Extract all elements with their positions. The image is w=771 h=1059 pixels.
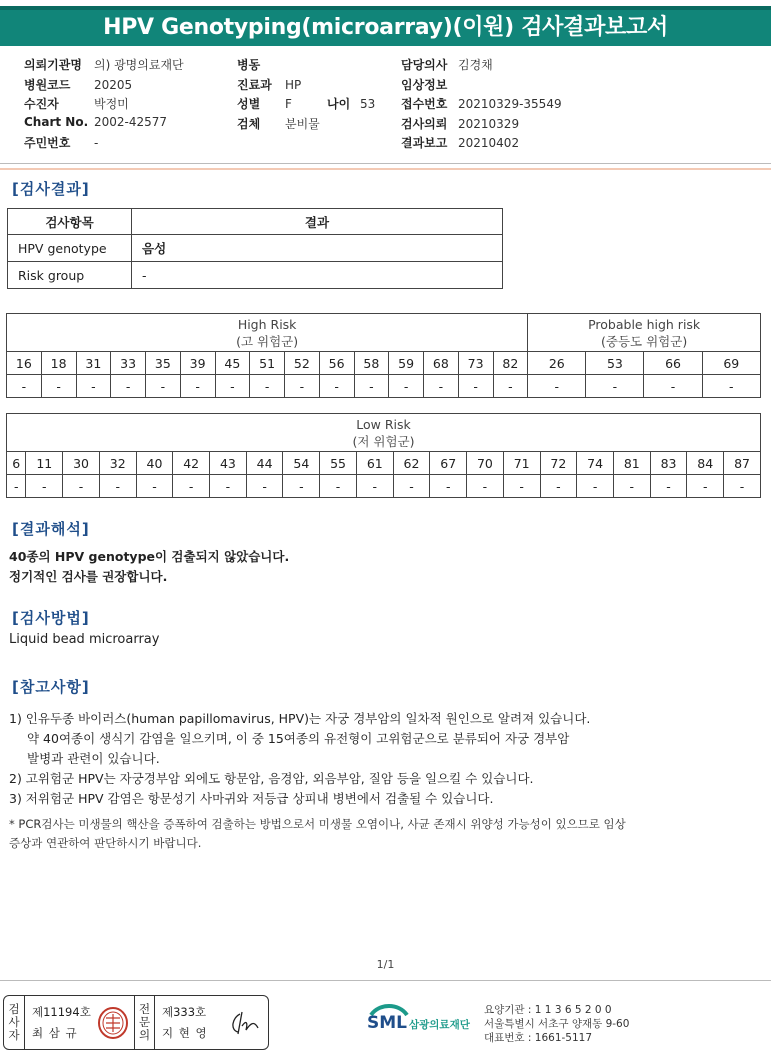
genotype-value: - bbox=[320, 475, 357, 498]
genotype-cell: 81 bbox=[613, 452, 650, 475]
genotype-cell: 72 bbox=[540, 452, 577, 475]
genotype-cell: 83 bbox=[650, 452, 687, 475]
row-item: HPV genotype bbox=[8, 235, 132, 262]
genotype-value: - bbox=[136, 475, 173, 498]
signature-box bbox=[3, 995, 269, 1050]
result-table-header bbox=[8, 209, 503, 235]
footnote: * PCR검사는 미생물의 핵산을 증폭하여 검출하는 방법으로서 미생물 오염이나, 사균 존재시 위양성 가능성이 있으므로 임상 증상과 연관하여 판단하시기 바랍니다. bbox=[9, 817, 626, 850]
genotype-value: - bbox=[26, 475, 63, 498]
genotype-value: - bbox=[393, 475, 430, 498]
genotype-value: - bbox=[356, 475, 393, 498]
genotype-value: - bbox=[111, 375, 146, 398]
info-report-date: 결과보고 20210402 bbox=[401, 136, 520, 150]
genotype-cell: 26 bbox=[528, 352, 586, 375]
genotype-value: - bbox=[319, 375, 354, 398]
interpretation-text: 40종의 HPV genotype이 검출되지 않았습니다. 정기적인 검사를 권장합니다. bbox=[9, 549, 290, 584]
tester-license: 제11194호 bbox=[32, 1005, 91, 1019]
genotype-cell: 35 bbox=[146, 352, 181, 375]
genotype-value: - bbox=[210, 475, 247, 498]
genotype-value: - bbox=[76, 375, 111, 398]
genotype-value: - bbox=[246, 475, 283, 498]
genotype-value: - bbox=[41, 375, 76, 398]
genotype-value: - bbox=[389, 375, 424, 398]
genotype-cell: 55 bbox=[320, 452, 357, 475]
org-phone: 대표번호 : 1661-5117 bbox=[484, 1032, 593, 1044]
genotype-value: - bbox=[7, 375, 42, 398]
low-risk-table bbox=[6, 413, 761, 498]
genotype-value: - bbox=[7, 475, 26, 498]
section-result: [검사결과] bbox=[12, 180, 90, 198]
genotype-cell: 6 bbox=[7, 452, 26, 475]
info-chart-no: Chart No. 2002-42577 bbox=[24, 115, 168, 129]
info-hospital-code: 병원코드 20205 bbox=[24, 78, 133, 92]
genotype-cell: 44 bbox=[246, 452, 283, 475]
genotype-value: - bbox=[528, 375, 586, 398]
genotype-value: - bbox=[215, 375, 250, 398]
page-number: 1/1 bbox=[376, 958, 395, 971]
section-notes: [참고사항] bbox=[12, 678, 90, 696]
seal-stamp-icon bbox=[97, 1006, 129, 1040]
genotype-value: - bbox=[577, 475, 614, 498]
genotype-cell: 82 bbox=[493, 352, 528, 375]
row-result: 음성 bbox=[132, 235, 503, 262]
genotype-value: - bbox=[63, 475, 100, 498]
genotype-cell: 73 bbox=[458, 352, 493, 375]
genotype-cell: 30 bbox=[63, 452, 100, 475]
genotype-cell: 11 bbox=[26, 452, 63, 475]
genotype-value: - bbox=[250, 375, 285, 398]
genotype-value: - bbox=[173, 475, 210, 498]
genotype-cell: 42 bbox=[173, 452, 210, 475]
genotype-cell: 71 bbox=[503, 452, 540, 475]
genotype-cell: 43 bbox=[210, 452, 247, 475]
col-item-header: 검사항목 bbox=[8, 209, 132, 235]
genotype-cell: 33 bbox=[111, 352, 146, 375]
org-code: 요양기관 : 1 1 3 6 5 2 0 0 bbox=[484, 1004, 612, 1016]
genotype-value: - bbox=[354, 375, 389, 398]
table-row bbox=[8, 235, 503, 262]
genotype-cell: 61 bbox=[356, 452, 393, 475]
genotype-cell: 56 bbox=[319, 352, 354, 375]
genotype-cell: 18 bbox=[41, 352, 76, 375]
table-row bbox=[8, 262, 503, 289]
org-address: 서울특별시 서초구 양재동 9-60 bbox=[484, 1018, 630, 1030]
genotype-value: - bbox=[503, 475, 540, 498]
genotype-cell: 66 bbox=[644, 352, 702, 375]
high-risk-header: High Risk (고 위험군) bbox=[7, 314, 528, 352]
genotype-value: - bbox=[702, 375, 760, 398]
genotype-cell: 54 bbox=[283, 452, 320, 475]
logo-text: SML bbox=[367, 1013, 407, 1033]
genotype-cell: 52 bbox=[285, 352, 320, 375]
genotype-value: - bbox=[283, 475, 320, 498]
report-title: HPV Genotyping(microarray)(이원) 검사결과보고서 bbox=[0, 6, 771, 46]
genotype-cell: 16 bbox=[7, 352, 42, 375]
genotype-cell: 59 bbox=[389, 352, 424, 375]
section-method: [검사방법] bbox=[12, 609, 90, 627]
genotype-value: - bbox=[540, 475, 577, 498]
genotype-value: - bbox=[724, 475, 761, 498]
genotype-value: - bbox=[285, 375, 320, 398]
accent-divider bbox=[0, 168, 771, 170]
genotype-cell: 51 bbox=[250, 352, 285, 375]
genotype-cell: 31 bbox=[76, 352, 111, 375]
genotype-cell: 39 bbox=[180, 352, 215, 375]
org-logo bbox=[367, 1003, 477, 1043]
section-interpretation: [결과해석] bbox=[12, 520, 90, 538]
genotype-value: - bbox=[613, 475, 650, 498]
method-text: Liquid bead microarray bbox=[9, 632, 160, 647]
info-clinical: 임상정보 bbox=[401, 78, 448, 92]
row-result: - bbox=[132, 262, 503, 289]
genotype-cell: 40 bbox=[136, 452, 173, 475]
signature-icon bbox=[226, 1008, 262, 1038]
genotype-cell: 53 bbox=[586, 352, 644, 375]
genotype-value: - bbox=[650, 475, 687, 498]
genotype-value: - bbox=[458, 375, 493, 398]
genotype-cell: 62 bbox=[393, 452, 430, 475]
genotype-value: - bbox=[644, 375, 702, 398]
patient-info bbox=[0, 52, 771, 162]
genotype-cell: 32 bbox=[99, 452, 136, 475]
genotype-cell: 58 bbox=[354, 352, 389, 375]
genotype-value: - bbox=[687, 475, 724, 498]
genotype-cell: 70 bbox=[467, 452, 504, 475]
tester-label: 검 사 자 bbox=[4, 996, 25, 1049]
info-requester: 의뢰기관명 의) 광명의료재단 bbox=[24, 58, 184, 72]
info-specimen: 검체 분비물 bbox=[237, 117, 320, 131]
genotype-cell: 69 bbox=[702, 352, 760, 375]
info-age: 나이 53 bbox=[327, 97, 376, 111]
notes-list: 1) 인유두종 바이러스(human papillomavirus, HPV)는 자궁 경부암의 일차적 원인으로 알려져 있습니다. 약 40여종이 생식기 감염을 일으키며, 이 중 15여종의 유전형이 고위험군으로 분류되어 자궁 경부암 발병과 관련이 있습니다. 2) 고위험군 HPV는 자궁경부암 외에도 항문암, 음경암, 외음부암, 질암 등을 일으킬 수 있습니다. 3) 저위험군 HPV 감염은 항문성기 사마귀와 저등급 상피내 병변에서 검출될 수 있습니다. bbox=[9, 711, 591, 806]
info-sex: 성별 F bbox=[237, 97, 292, 111]
genotype-value: - bbox=[467, 475, 504, 498]
divider bbox=[0, 163, 771, 164]
footer-divider bbox=[0, 980, 771, 981]
high-risk-table bbox=[6, 313, 761, 398]
genotype-cell: 74 bbox=[577, 452, 614, 475]
info-request-date: 검사의뢰 20210329 bbox=[401, 117, 520, 131]
genotype-value: - bbox=[99, 475, 136, 498]
genotype-value: - bbox=[424, 375, 459, 398]
col-result-header: 결과 bbox=[132, 209, 503, 235]
low-risk-header: Low Risk (저 위험군) bbox=[7, 414, 761, 452]
genotype-value: - bbox=[493, 375, 528, 398]
org-info bbox=[484, 1003, 629, 1045]
row-item: Risk group bbox=[8, 262, 132, 289]
confirm-license: 제333호 bbox=[162, 1005, 207, 1019]
genotype-cell: 67 bbox=[430, 452, 467, 475]
confirm-name: 지 현 영 bbox=[162, 1026, 208, 1040]
org-name: 삼광의료재단 bbox=[409, 1019, 470, 1031]
genotype-value: - bbox=[180, 375, 215, 398]
info-resident-no: 주민번호 - bbox=[24, 136, 99, 150]
genotype-cell: 87 bbox=[724, 452, 761, 475]
tester-name: 최 삼 규 bbox=[32, 1026, 78, 1040]
info-doctor: 담당의사 김경채 bbox=[401, 58, 493, 72]
confirm-label: 전 문 의 bbox=[134, 996, 155, 1049]
genotype-cell: 45 bbox=[215, 352, 250, 375]
genotype-value: - bbox=[146, 375, 181, 398]
genotype-cell: 68 bbox=[424, 352, 459, 375]
info-patient: 수진자 박정미 bbox=[24, 97, 129, 111]
result-table bbox=[7, 208, 503, 289]
info-department: 진료과 HP bbox=[237, 78, 302, 92]
info-receipt-no: 접수번호 20210329-35549 bbox=[401, 97, 562, 111]
info-ward: 병동 bbox=[237, 58, 261, 72]
genotype-cell: 84 bbox=[687, 452, 724, 475]
probable-high-risk-header: Probable high risk (중등도 위험군) bbox=[528, 314, 761, 352]
genotype-value: - bbox=[586, 375, 644, 398]
genotype-value: - bbox=[430, 475, 467, 498]
